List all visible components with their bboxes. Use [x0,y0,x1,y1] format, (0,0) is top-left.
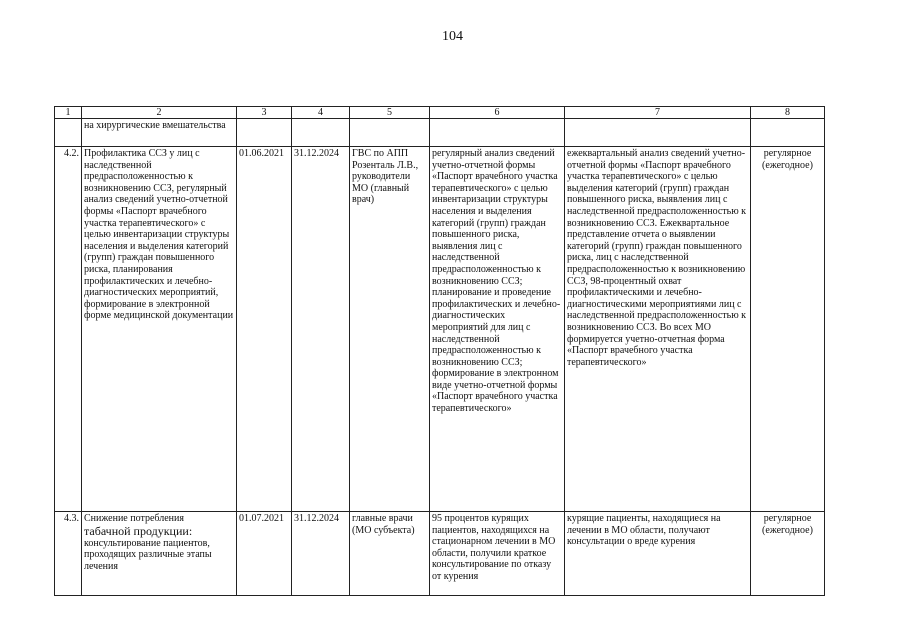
frequency: регулярное (ежегодное) [751,512,825,596]
end-date: 31.12.2024 [292,512,350,596]
header-cell-1: 1 [55,107,82,119]
measure-name: Профилактика ССЗ у лиц с наследственной предрасположенностью к возникновению ССЗ, регулярный анализ сведений учетно-отчетной формы «Паспорт врачебного участка терапевтического» с целью инвентаризации структуры населения и выделения категорий (групп) граждан повышенного риска, планирования профилактических и лечебно-диагностических мероприятий, формирование в электронной форме медицинской документации [82,147,237,512]
plan-table [54,106,825,596]
indicator: курящие пациенты, находящиеся на лечении в МО области, получают консультации о вреде курения [565,512,751,596]
header-row [55,107,825,119]
measure-name-line1: Снижение потребления [84,513,184,524]
responsible: ГВС по АПП Розенталь Л.В., руководители МО (главный врач) [350,147,430,512]
table-row [55,147,825,512]
start-date: 01.06.2021 [237,147,292,512]
expected-result: 95 процентов курящих пациентов, находящихся на стационарном лечении в МО области, получили краткое консультирование по отказу от курения [430,512,565,596]
header-cell-4: 4 [292,107,350,119]
table-row [55,512,825,596]
header-cell-7: 7 [565,107,751,119]
measure-name-rest: консультирование пациентов, проходящих различные этапы лечения [84,537,212,572]
row-number: 4.3. [55,512,82,596]
expected-result: регулярный анализ сведений учетно-отчетной формы «Паспорт врачебного участка терапевтического» с целью инвентаризации структуры населения и выделения категорий (групп) граждан повышенного риска, выявления лиц с наследственной предрасположенностью к возникновению ССЗ; планирование и проведение профилактических и лечебно-диагностических мероприятий для лиц с наследственной предрасположенностью к возникновению ССЗ; формирование в электронном виде учетно-отчетной формы «Паспорт врачебного участка терапевтического» [430,147,565,512]
header-cell-3: 3 [237,107,292,119]
page-number: 104 [442,29,463,44]
continuation-text: на хирургические вмешательства [82,119,237,147]
header-cell-2: 2 [82,107,237,119]
header-cell-8: 8 [751,107,825,119]
measure-name [82,512,237,596]
responsible: главные врачи (МО субъекта) [350,512,430,596]
header-cell-6: 6 [430,107,565,119]
continuation-row [55,119,825,147]
frequency: регулярное (ежегодное) [751,147,825,512]
header-cell-5: 5 [350,107,430,119]
measure-name-line2: табачной продукции: [84,523,193,538]
end-date: 31.12.2024 [292,147,350,512]
indicator: ежеквартальный анализ сведений учетно-отчетной формы «Паспорт врачебного участка терапевтического» с целью выделения категорий (групп) граждан повышенного риска, выявления лиц с наследственной предрасположенностью к возникновению ССЗ. Ежеквартальное представление отчета о выявлении категорий (групп) граждан повышенного риска, лиц с наследственной предрасположенностью к возникновению ССЗ, 98-процентный охват профилактическими и лечебно-диагностическими мероприятиями лиц с наследственной предрасположенностью к возникновению ССЗ. Во всех МО формируется учетно-отчетная форма «Паспорт врачебного участка терапевтического» [565,147,751,512]
row-number: 4.2. [55,147,82,512]
start-date: 01.07.2021 [237,512,292,596]
